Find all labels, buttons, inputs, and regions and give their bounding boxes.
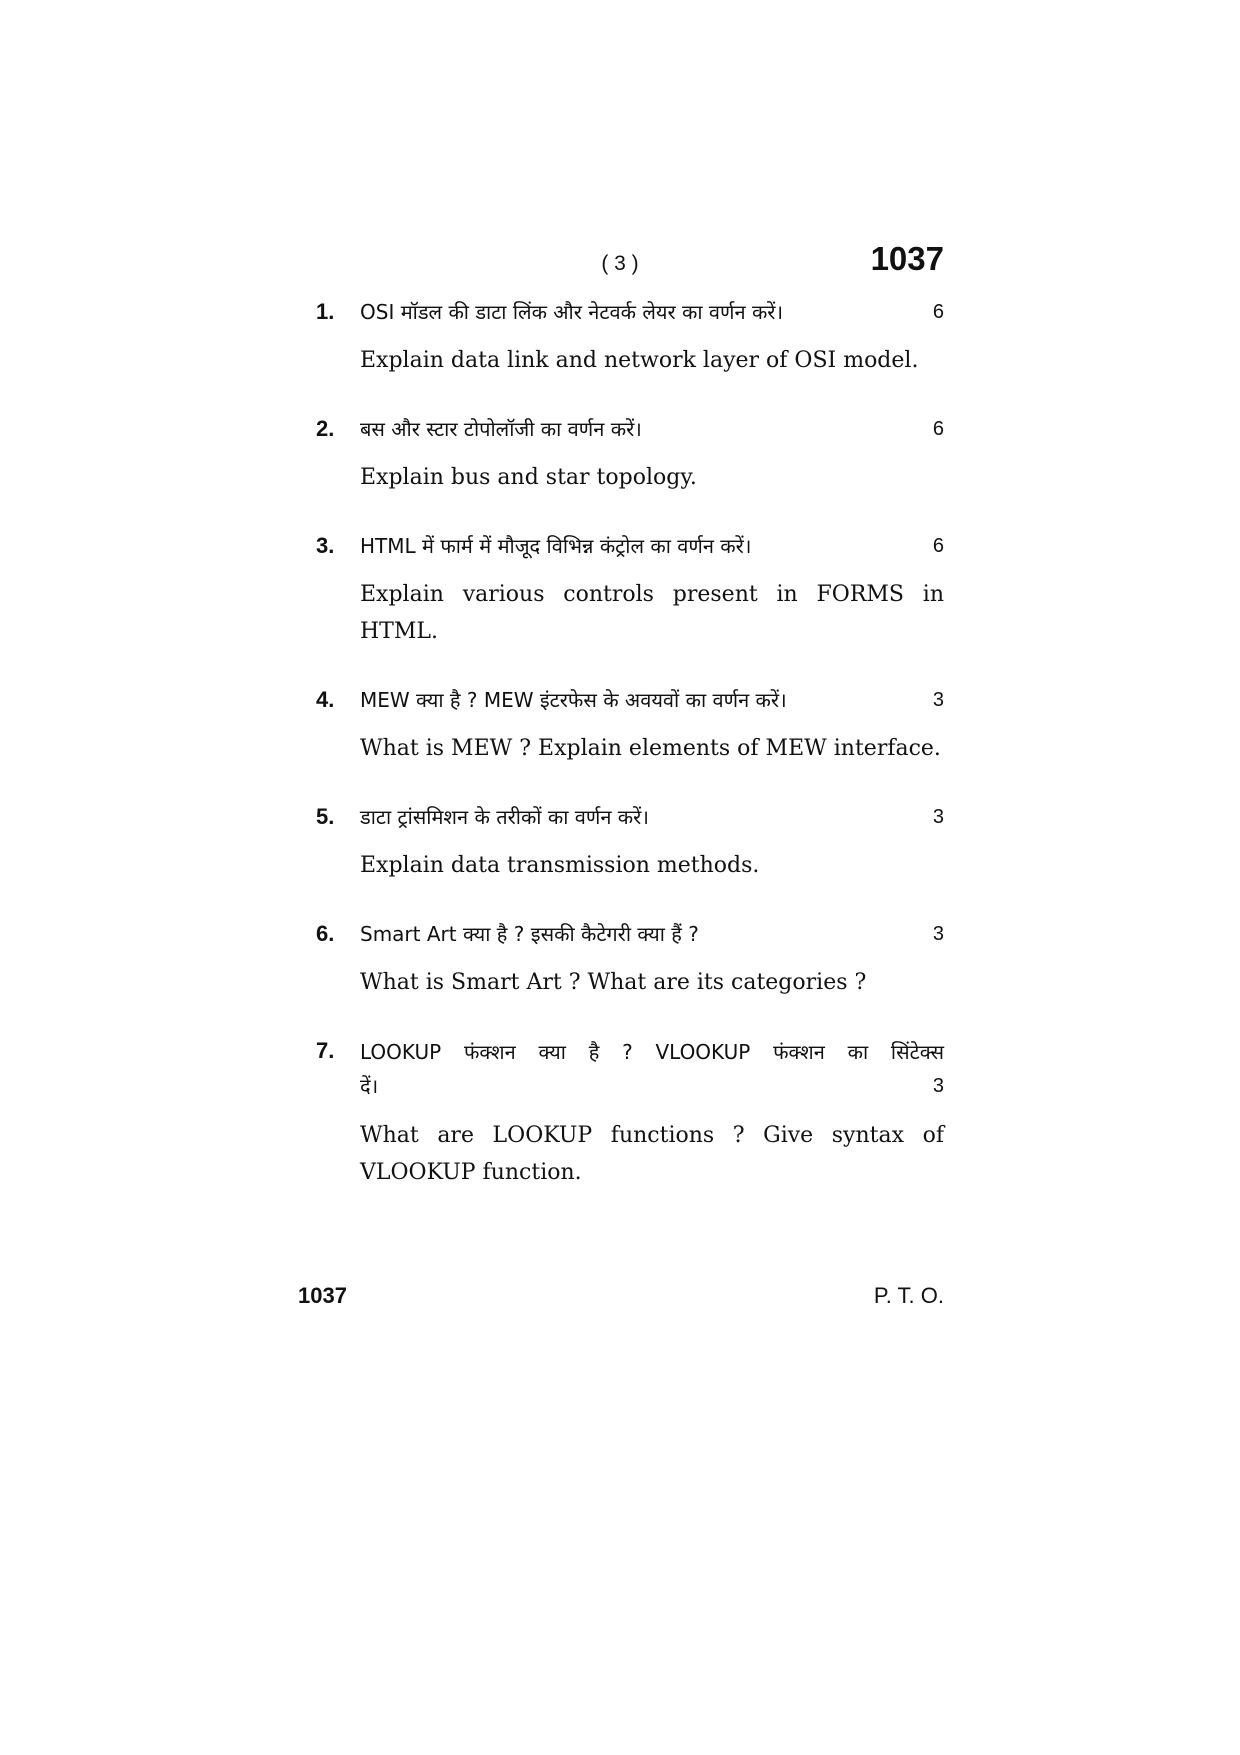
question-hindi-label: डाटा ट्रांसमिशन के तरीकों का वर्णन करें।	[360, 805, 649, 829]
paper-code-header: 1037	[870, 240, 944, 277]
question-hindi-label: MEW क्या है ? MEW इंटरफेस के अवयवों का वर्णन करें।	[360, 688, 787, 712]
question-hindi-label: OSI मॉडल की डाटा लिंक और नेटवर्क लेयर का वर्णन करें।	[360, 300, 784, 324]
question-number: 7.	[316, 1038, 335, 1063]
question-english-text: Explain bus and star topology.	[360, 465, 697, 490]
question-english-text: What is MEW ? Explain elements of MEW interface.	[360, 736, 941, 761]
question-hindi-label: दें।	[360, 1074, 379, 1098]
question-2	[316, 413, 944, 496]
question-english-text: Explain data link and network layer of OSI model.	[360, 348, 919, 373]
question-marks: 6	[932, 535, 944, 557]
question-hindi-label: HTML में फार्म में मौजूद विभिन्न कंट्रोल का वर्णन करें।	[360, 534, 752, 558]
question-7	[316, 1035, 944, 1191]
question-number: 2.	[316, 416, 335, 441]
question-hindi-line-2	[360, 1069, 944, 1103]
question-number: 5.	[316, 804, 335, 829]
question-1	[316, 296, 944, 379]
question-hindi-line-1: LOOKUP फंक्शन क्या है ? VLOOKUP फंक्शन का सिंटेक्स	[360, 1040, 944, 1064]
question-hindi-text	[360, 684, 944, 716]
question-marks: 6	[932, 301, 944, 323]
question-3	[316, 530, 944, 650]
question-number: 1.	[316, 299, 335, 324]
question-hindi-text	[360, 801, 944, 833]
question-number: 3.	[316, 533, 335, 558]
question-marks: 3	[932, 1075, 944, 1097]
question-marks: 3	[932, 806, 944, 828]
question-marks: 6	[932, 418, 944, 440]
paper-code-footer: 1037	[298, 1283, 347, 1308]
question-hindi-text	[360, 530, 944, 562]
question-marks: 3	[932, 689, 944, 711]
question-english-text: Explain data transmission methods.	[360, 853, 760, 878]
question-english-text: What is Smart Art ? What are its categories ?	[360, 970, 867, 995]
please-turn-over: P. T. O.	[873, 1283, 944, 1308]
question-hindi-label: बस और स्टार टोपोलॉजी का वर्णन करें।	[360, 417, 642, 441]
question-english-text: What are LOOKUP functions ? Give syntax of VLOOKUP function.	[360, 1123, 944, 1185]
question-hindi-text	[360, 918, 944, 950]
question-hindi-text	[360, 413, 944, 445]
question-number: 4.	[316, 687, 335, 712]
question-marks: 3	[932, 923, 944, 945]
question-4	[316, 684, 944, 767]
question-number: 6.	[316, 921, 335, 946]
page-number: ( 3 )	[601, 252, 639, 275]
question-hindi-text	[360, 296, 944, 328]
question-5	[316, 801, 944, 884]
question-english-text: Explain various controls present in FORMS in HTML.	[360, 582, 944, 644]
question-6	[316, 918, 944, 1001]
question-hindi-label: Smart Art क्या है ? इसकी कैटेगरी क्या हैं ?	[360, 922, 699, 946]
question-list	[316, 296, 944, 1191]
